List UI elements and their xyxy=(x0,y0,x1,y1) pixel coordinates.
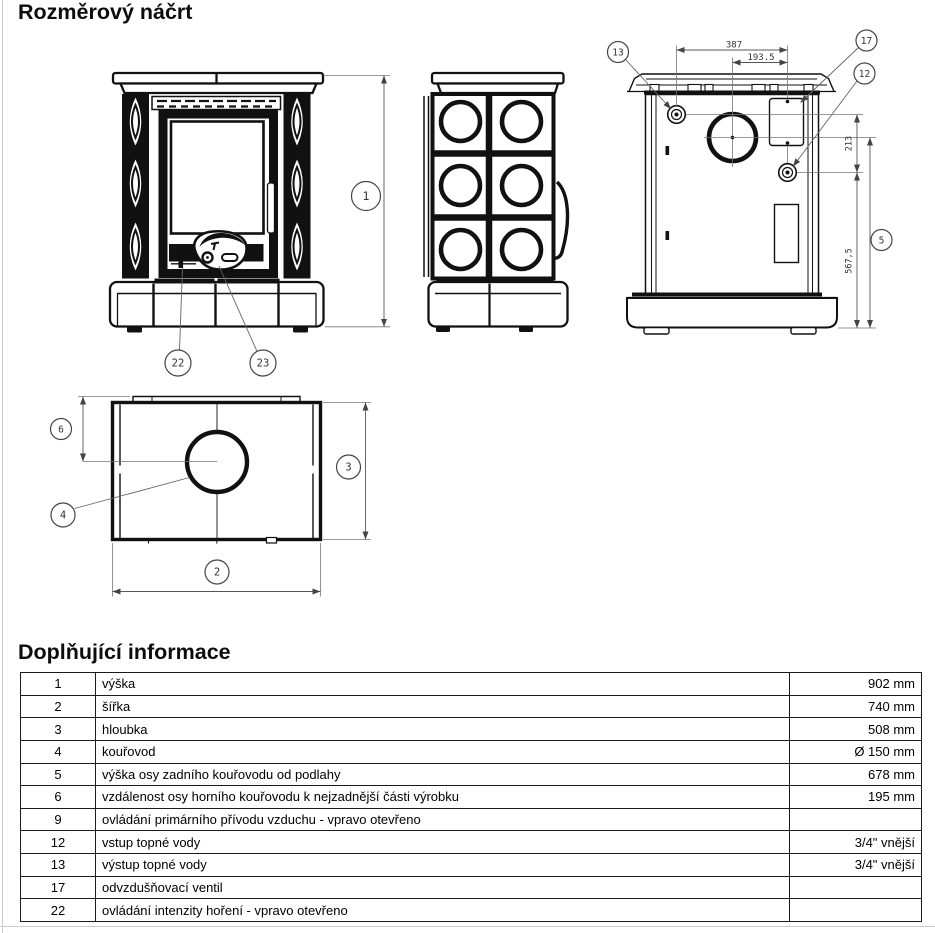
top-flue-outlet xyxy=(187,432,247,492)
table-row xyxy=(21,763,922,786)
drawing-section-title: Rozměrový náčrt xyxy=(18,0,193,24)
row-number: 2 xyxy=(21,695,96,718)
row-description: vstup topné vody xyxy=(96,831,790,854)
side-view xyxy=(424,73,568,332)
callout-17-label: 17 xyxy=(860,35,873,47)
dim-567-label: 567,5 xyxy=(844,248,855,274)
callout-12-label: 12 xyxy=(858,68,871,80)
row-value: 902 mm xyxy=(790,673,922,696)
row-description: výška xyxy=(96,673,790,696)
door-handle xyxy=(268,183,275,233)
callout-6 xyxy=(51,419,72,440)
page-bottom-border xyxy=(0,926,935,927)
callout-22 xyxy=(165,350,191,376)
callout-2 xyxy=(205,560,229,584)
row-description: kouřovod xyxy=(96,740,790,763)
row-description: ovládání primárního přívodu vzduchu - vpravo otevřeno xyxy=(96,808,790,831)
table-row xyxy=(21,876,922,899)
table-row xyxy=(21,786,922,809)
row-value: 678 mm xyxy=(790,763,922,786)
info-table xyxy=(20,672,922,922)
row-description: ovládání intenzity hoření - vpravo otevřeno xyxy=(96,899,790,922)
row-description: vzdálenost osy horního kouřovodu k nejzadnější části výrobku xyxy=(96,786,790,809)
row-number: 5 xyxy=(21,763,96,786)
callout-12 xyxy=(854,63,875,84)
air-control-lever xyxy=(179,252,184,268)
row-value xyxy=(790,899,922,922)
row-value: 740 mm xyxy=(790,695,922,718)
dim-213-label: 213 xyxy=(844,135,855,152)
callout-1-label: 1 xyxy=(362,189,370,203)
door-emblem xyxy=(194,231,246,269)
callout-5 xyxy=(871,230,892,251)
table-row xyxy=(21,854,922,877)
row-number: 4 xyxy=(21,740,96,763)
callout-4-label: 4 xyxy=(59,509,67,522)
table-row xyxy=(21,899,922,922)
row-value xyxy=(790,808,922,831)
callout-3-label: 3 xyxy=(345,461,352,474)
lower-connection-box xyxy=(775,205,799,263)
table-row xyxy=(21,740,922,763)
callout-1 xyxy=(352,182,381,211)
table-row xyxy=(21,718,922,741)
row-description: výstup topné vody xyxy=(96,854,790,877)
row-description: šířka xyxy=(96,695,790,718)
callout-23-label: 23 xyxy=(256,357,270,370)
table-row xyxy=(21,695,922,718)
callout-17 xyxy=(856,30,877,51)
row-number: 22 xyxy=(21,899,96,922)
row-number: 12 xyxy=(21,831,96,854)
callout-3 xyxy=(337,455,361,479)
front-plinth xyxy=(110,279,324,333)
row-number: 3 xyxy=(21,718,96,741)
stove-door xyxy=(163,114,275,274)
callout-4 xyxy=(51,503,75,527)
callout-6-label: 6 xyxy=(58,424,64,436)
vent-valve-box xyxy=(770,99,804,146)
row-value: 3/4" vnější xyxy=(790,831,922,854)
dimensional-drawing xyxy=(0,26,935,632)
row-description: odvzdušňovací ventil xyxy=(96,876,790,899)
rear-view xyxy=(608,30,893,334)
info-section-title: Doplňující informace xyxy=(18,640,231,664)
row-value: 508 mm xyxy=(790,718,922,741)
row-value xyxy=(790,876,922,899)
row-value: 195 mm xyxy=(790,786,922,809)
row-number: 9 xyxy=(21,808,96,831)
row-number: 17 xyxy=(21,876,96,899)
row-number: 13 xyxy=(21,854,96,877)
row-number: 6 xyxy=(21,786,96,809)
row-number: 1 xyxy=(21,673,96,696)
row-value: Ø 150 mm xyxy=(790,740,922,763)
table-row xyxy=(21,673,922,696)
dim-387-label: 387 xyxy=(725,40,743,51)
door-glass xyxy=(171,122,264,234)
callout-2-label: 2 xyxy=(213,566,221,579)
front-view xyxy=(110,73,390,376)
row-description: výška osy zadního kouřovodu od podlahy xyxy=(96,763,790,786)
row-value: 3/4" vnější xyxy=(790,854,922,877)
air-grille xyxy=(152,97,281,110)
callout-13-label: 13 xyxy=(612,47,624,59)
callout-5-label: 5 xyxy=(878,235,885,247)
table-row xyxy=(21,808,922,831)
callout-23 xyxy=(250,350,276,376)
row-description: hloubka xyxy=(96,718,790,741)
dim-193-label: 193.5 xyxy=(747,53,775,63)
callout-22-label: 22 xyxy=(171,357,185,370)
top-view xyxy=(51,397,372,597)
callout-13 xyxy=(608,42,629,63)
table-row xyxy=(21,831,922,854)
